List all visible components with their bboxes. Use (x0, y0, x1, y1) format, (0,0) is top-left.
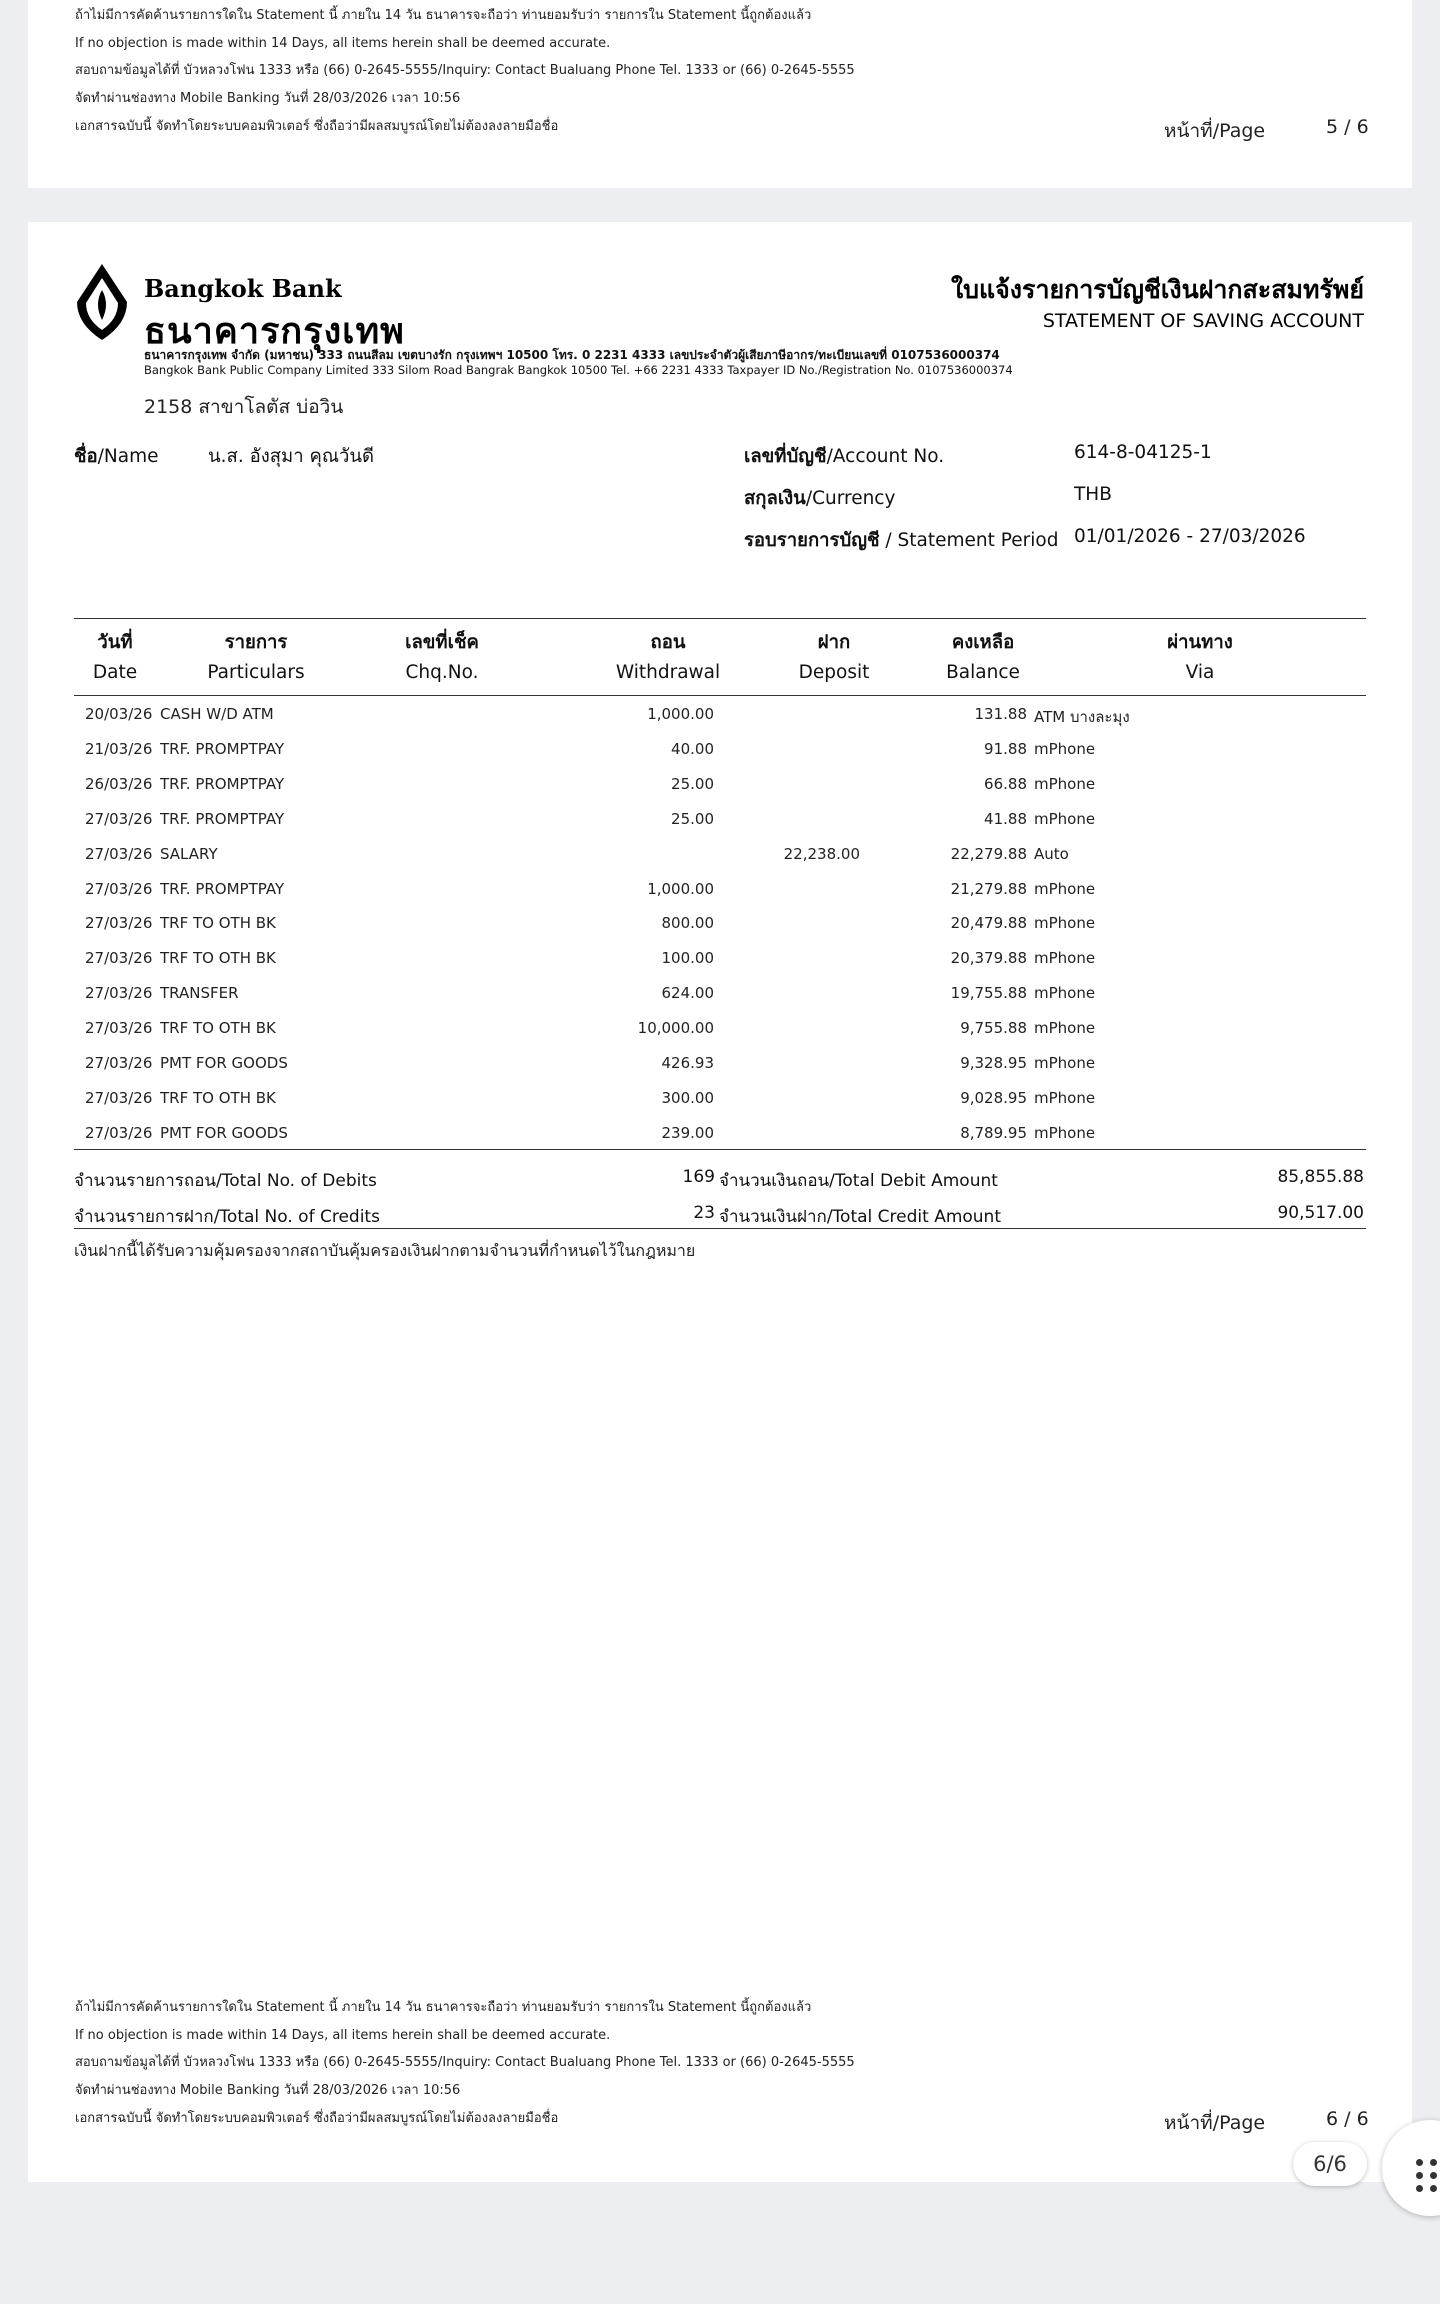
table-row (28, 949, 1412, 984)
row-via: mPhone (1034, 1123, 1096, 1142)
row-via: mPhone (1034, 774, 1096, 793)
bank-address-th: ธนาคารกรุงเทพ จำกัด (มหาชน) 333 ถนนสีลม เขตบางรัก กรุงเทพฯ 10500 โทร. 0 2231 4333 เลขประจำตัวผู้เสียภาษีอากร/ทะเบียนเลขที่ 0107536000374 (144, 348, 1000, 362)
statement-period: 01/01/2026 - 27/03/2026 (1074, 526, 1306, 547)
footer-line-objection-en: If no objection is made within 14 Days, all items herein shall be deemed accurate. (75, 2027, 611, 2043)
footer-line-objection-th: ถ้าไม่มีการคัดค้านรายการใดใน Statement นี้ ภายใน 14 วัน ธนาคารจะถือว่า ท่านยอมรับว่า รายการใน Statement นี้ถูกต้องแล้ว (75, 8, 812, 23)
row-date: 27/03/26 (85, 1054, 153, 1072)
col-withdrawal-en: Withdrawal (615, 662, 721, 683)
debits-count-label: จำนวนรายการถอน/Total No. of Debits (74, 1171, 377, 1191)
row-particulars: TRF TO OTH BK (160, 949, 276, 968)
currency-value: THB (1074, 484, 1112, 505)
row-balance: 22,279.88 (950, 844, 1027, 863)
page-label: หน้าที่/Page (1164, 120, 1266, 142)
footer-line-inquiry: สอบถามข้อมูลได้ที่ บัวหลวงโฟน 1333 หรือ (66) 0-2645-5555/Inquiry: Contact Bualuang Phone Tel. 1333 or (66) 0-2645-5555 (75, 63, 855, 79)
name-label: ชื่อ/Name (74, 446, 159, 467)
page-footer (75, 1994, 855, 2132)
row-balance: 9,028.95 (960, 1088, 1027, 1107)
bank-name-th: ธนาคารกรุงเทพ (144, 311, 405, 352)
row-balance: 131.88 (974, 705, 1027, 723)
row-date: 27/03/26 (85, 809, 153, 828)
debit-amount-label: จำนวนเงินถอน/Total Debit Amount (719, 1171, 998, 1191)
table-row (28, 775, 1412, 810)
bank-name-en: Bangkok Bank (144, 274, 342, 303)
row-withdrawal: 100.00 (661, 949, 714, 968)
page-number (1164, 2108, 1369, 2138)
account-no-label: เลขที่บัญชี/Account No. (744, 446, 945, 467)
col-cheque-en: Chq.No. (405, 662, 479, 683)
footer-line-computer-generated: เอกสารฉบับนี้ จัดทำโดยระบบคอมพิวเตอร์ ซึ่งถือว่ามีผลสมบูรณ์โดยไม่ต้องลงลายมือชื่อ (75, 118, 559, 134)
col-particulars-th: รายการ (224, 632, 288, 653)
row-via: Auto (1034, 844, 1069, 863)
row-via: mPhone (1034, 984, 1096, 1003)
credit-amount-label: จำนวนเงินฝาก/Total Credit Amount (719, 1207, 1001, 1227)
bangkok-bank-lotus-logo-icon (74, 262, 130, 342)
page-footer (75, 2, 855, 140)
row-particulars: CASH W/D ATM (160, 705, 274, 723)
row-date: 20/03/26 (85, 705, 153, 723)
footer-line-generated: จัดทำผ่านช่องทาง Mobile Banking วันที่ 28/03/2026 เวลา 10:56 (75, 91, 461, 107)
statement-page-6 (28, 222, 1412, 2182)
col-date-th: วันที่ (97, 632, 133, 653)
row-withdrawal: 426.93 (661, 1054, 714, 1072)
table-bottom-rule (74, 1149, 1366, 1150)
footer-line-computer-generated: เอกสารฉบับนี้ จัดทำโดยระบบคอมพิวเตอร์ ซึ่งถือว่ามีผลสมบูรณ์โดยไม่ต้องลงลายมือชื่อ (75, 2110, 559, 2126)
col-via-th: ผ่านทาง (1167, 632, 1233, 653)
currency-label: สกุลเงิน/Currency (744, 488, 896, 509)
row-balance: 20,379.88 (950, 949, 1027, 968)
table-row (28, 914, 1412, 949)
row-via: mPhone (1034, 879, 1096, 898)
row-withdrawal: 25.00 (671, 774, 714, 793)
footer-line-objection-en: If no objection is made within 14 Days, all items herein shall be deemed accurate. (75, 35, 611, 51)
row-balance: 66.88 (984, 774, 1027, 793)
row-date: 26/03/26 (85, 774, 153, 793)
row-particulars: TRF. PROMPTPAY (160, 809, 285, 828)
col-withdrawal-th: ถอน (650, 632, 686, 653)
row-balance: 9,755.88 (960, 1019, 1027, 1038)
table-row (28, 740, 1412, 775)
account-holder-name: น.ส. อังสุมา คุณวันดี (208, 446, 375, 467)
row-particulars: TRANSFER (160, 984, 239, 1003)
row-date: 21/03/26 (85, 739, 153, 758)
row-particulars: SALARY (160, 844, 218, 863)
page-number-value: 5 / 6 (1326, 116, 1369, 138)
branch-name: 2158 สาขาโลตัส บ่อวิน (144, 396, 344, 418)
row-withdrawal: 239.00 (661, 1123, 714, 1142)
row-via: mPhone (1034, 914, 1096, 933)
row-particulars: PMT FOR GOODS (160, 1123, 288, 1142)
table-row (28, 705, 1412, 740)
row-date: 27/03/26 (85, 984, 153, 1003)
debit-amount: 85,855.88 (1277, 1167, 1364, 1187)
row-withdrawal: 300.00 (661, 1088, 714, 1107)
footer-line-inquiry: สอบถามข้อมูลได้ที่ บัวหลวงโฟน 1333 หรือ (66) 0-2645-5555/Inquiry: Contact Bualuang Phone Tel. 1333 or (66) 0-2645-5555 (75, 2055, 855, 2071)
col-cheque-th: เลขที่เช็ค (405, 632, 479, 653)
row-particulars: TRF. PROMPTPAY (160, 739, 285, 758)
row-balance: 20,479.88 (950, 914, 1027, 933)
statement-title-en: STATEMENT OF SAVING ACCOUNT (1042, 310, 1364, 332)
row-via: mPhone (1034, 1054, 1096, 1072)
page-number-value: 6 / 6 (1326, 2108, 1369, 2130)
account-number: 614-8-04125-1 (1074, 442, 1212, 463)
row-balance: 41.88 (984, 809, 1027, 828)
row-balance: 21,279.88 (950, 879, 1027, 898)
deposit-protection-note: เงินฝากนี้ได้รับความคุ้มครองจากสถาบันคุ้มครองเงินฝากตามจำนวนที่กำหนดไว้ในกฎหมาย (74, 1241, 696, 1260)
row-withdrawal: 1,000.00 (647, 705, 714, 723)
col-balance-en: Balance (946, 662, 1020, 683)
col-deposit-th: ฝาก (817, 632, 851, 653)
row-particulars: TRF TO OTH BK (160, 914, 276, 933)
credits-count: 23 (693, 1203, 715, 1223)
table-row (28, 1019, 1412, 1054)
col-particulars-en: Particulars (207, 662, 305, 683)
credits-count-label: จำนวนรายการฝาก/Total No. of Credits (74, 1207, 380, 1227)
row-particulars: PMT FOR GOODS (160, 1054, 288, 1072)
row-balance: 19,755.88 (950, 984, 1027, 1003)
row-balance: 8,789.95 (960, 1123, 1027, 1142)
col-deposit-en: Deposit (798, 662, 870, 683)
row-date: 27/03/26 (85, 879, 153, 898)
statement-page-5 (28, 0, 1412, 188)
row-withdrawal: 1,000.00 (647, 879, 714, 898)
table-row (28, 1089, 1412, 1124)
table-row (28, 880, 1412, 915)
row-date: 27/03/26 (85, 1123, 153, 1142)
page-label: หน้าที่/Page (1164, 2112, 1266, 2134)
row-withdrawal: 40.00 (671, 739, 714, 758)
row-via: mPhone (1034, 739, 1096, 758)
table-row (28, 1124, 1412, 1159)
row-date: 27/03/26 (85, 949, 153, 968)
footer-line-objection-th: ถ้าไม่มีการคัดค้านรายการใดใน Statement นี้ ภายใน 14 วัน ธนาคารจะถือว่า ท่านยอมรับว่า รายการใน Statement นี้ถูกต้องแล้ว (75, 2000, 812, 2015)
statement-period-label: รอบรายการบัญชี / Statement Period (744, 530, 1059, 551)
table-row (28, 810, 1412, 845)
row-via: mPhone (1034, 1019, 1096, 1038)
table-header-rule (74, 695, 1366, 696)
col-via-en: Via (1185, 662, 1215, 683)
page-number (1164, 116, 1369, 146)
row-particulars: TRF. PROMPTPAY (160, 879, 285, 898)
row-date: 27/03/26 (85, 1088, 153, 1107)
footer-line-generated: จัดทำผ่านช่องทาง Mobile Banking วันที่ 28/03/2026 เวลา 10:56 (75, 2083, 461, 2099)
row-particulars: TRF TO OTH BK (160, 1088, 276, 1107)
row-withdrawal: 800.00 (661, 914, 714, 933)
bank-address-en: Bangkok Bank Public Company Limited 333 Silom Road Bangrak Bangkok 10500 Tel. +66 2231 4333 Taxpayer ID No./Registration No. 0107536000374 (144, 363, 1013, 377)
col-date-en: Date (92, 662, 138, 683)
table-row (28, 845, 1412, 880)
row-via: mPhone (1034, 1088, 1096, 1107)
row-date: 27/03/26 (85, 1019, 153, 1038)
table-row (28, 984, 1412, 1019)
col-balance-th: คงเหลือ (951, 632, 1015, 653)
row-withdrawal: 624.00 (661, 984, 714, 1003)
row-balance: 91.88 (984, 739, 1027, 758)
row-via: ATM บางละมุง (1034, 708, 1130, 726)
row-deposit: 22,238.00 (783, 844, 860, 863)
table-row (28, 1054, 1412, 1089)
row-particulars: TRF. PROMPTPAY (160, 774, 285, 793)
debits-count: 169 (682, 1167, 715, 1187)
row-via: mPhone (1034, 809, 1096, 828)
row-particulars: TRF TO OTH BK (160, 1019, 276, 1038)
row-date: 27/03/26 (85, 914, 153, 933)
page-indicator[interactable]: 6/6 (1293, 2142, 1367, 2186)
row-via: mPhone (1034, 949, 1096, 968)
row-withdrawal: 25.00 (671, 809, 714, 828)
row-date: 27/03/26 (85, 844, 153, 863)
summary-bottom-rule (74, 1228, 1366, 1229)
credit-amount: 90,517.00 (1277, 1203, 1364, 1223)
row-withdrawal: 10,000.00 (637, 1019, 714, 1038)
table-top-rule (74, 618, 1366, 619)
row-balance: 9,328.95 (960, 1054, 1027, 1072)
statement-title-th: ใบแจ้งรายการบัญชีเงินฝากสะสมทรัพย์ (950, 275, 1364, 304)
